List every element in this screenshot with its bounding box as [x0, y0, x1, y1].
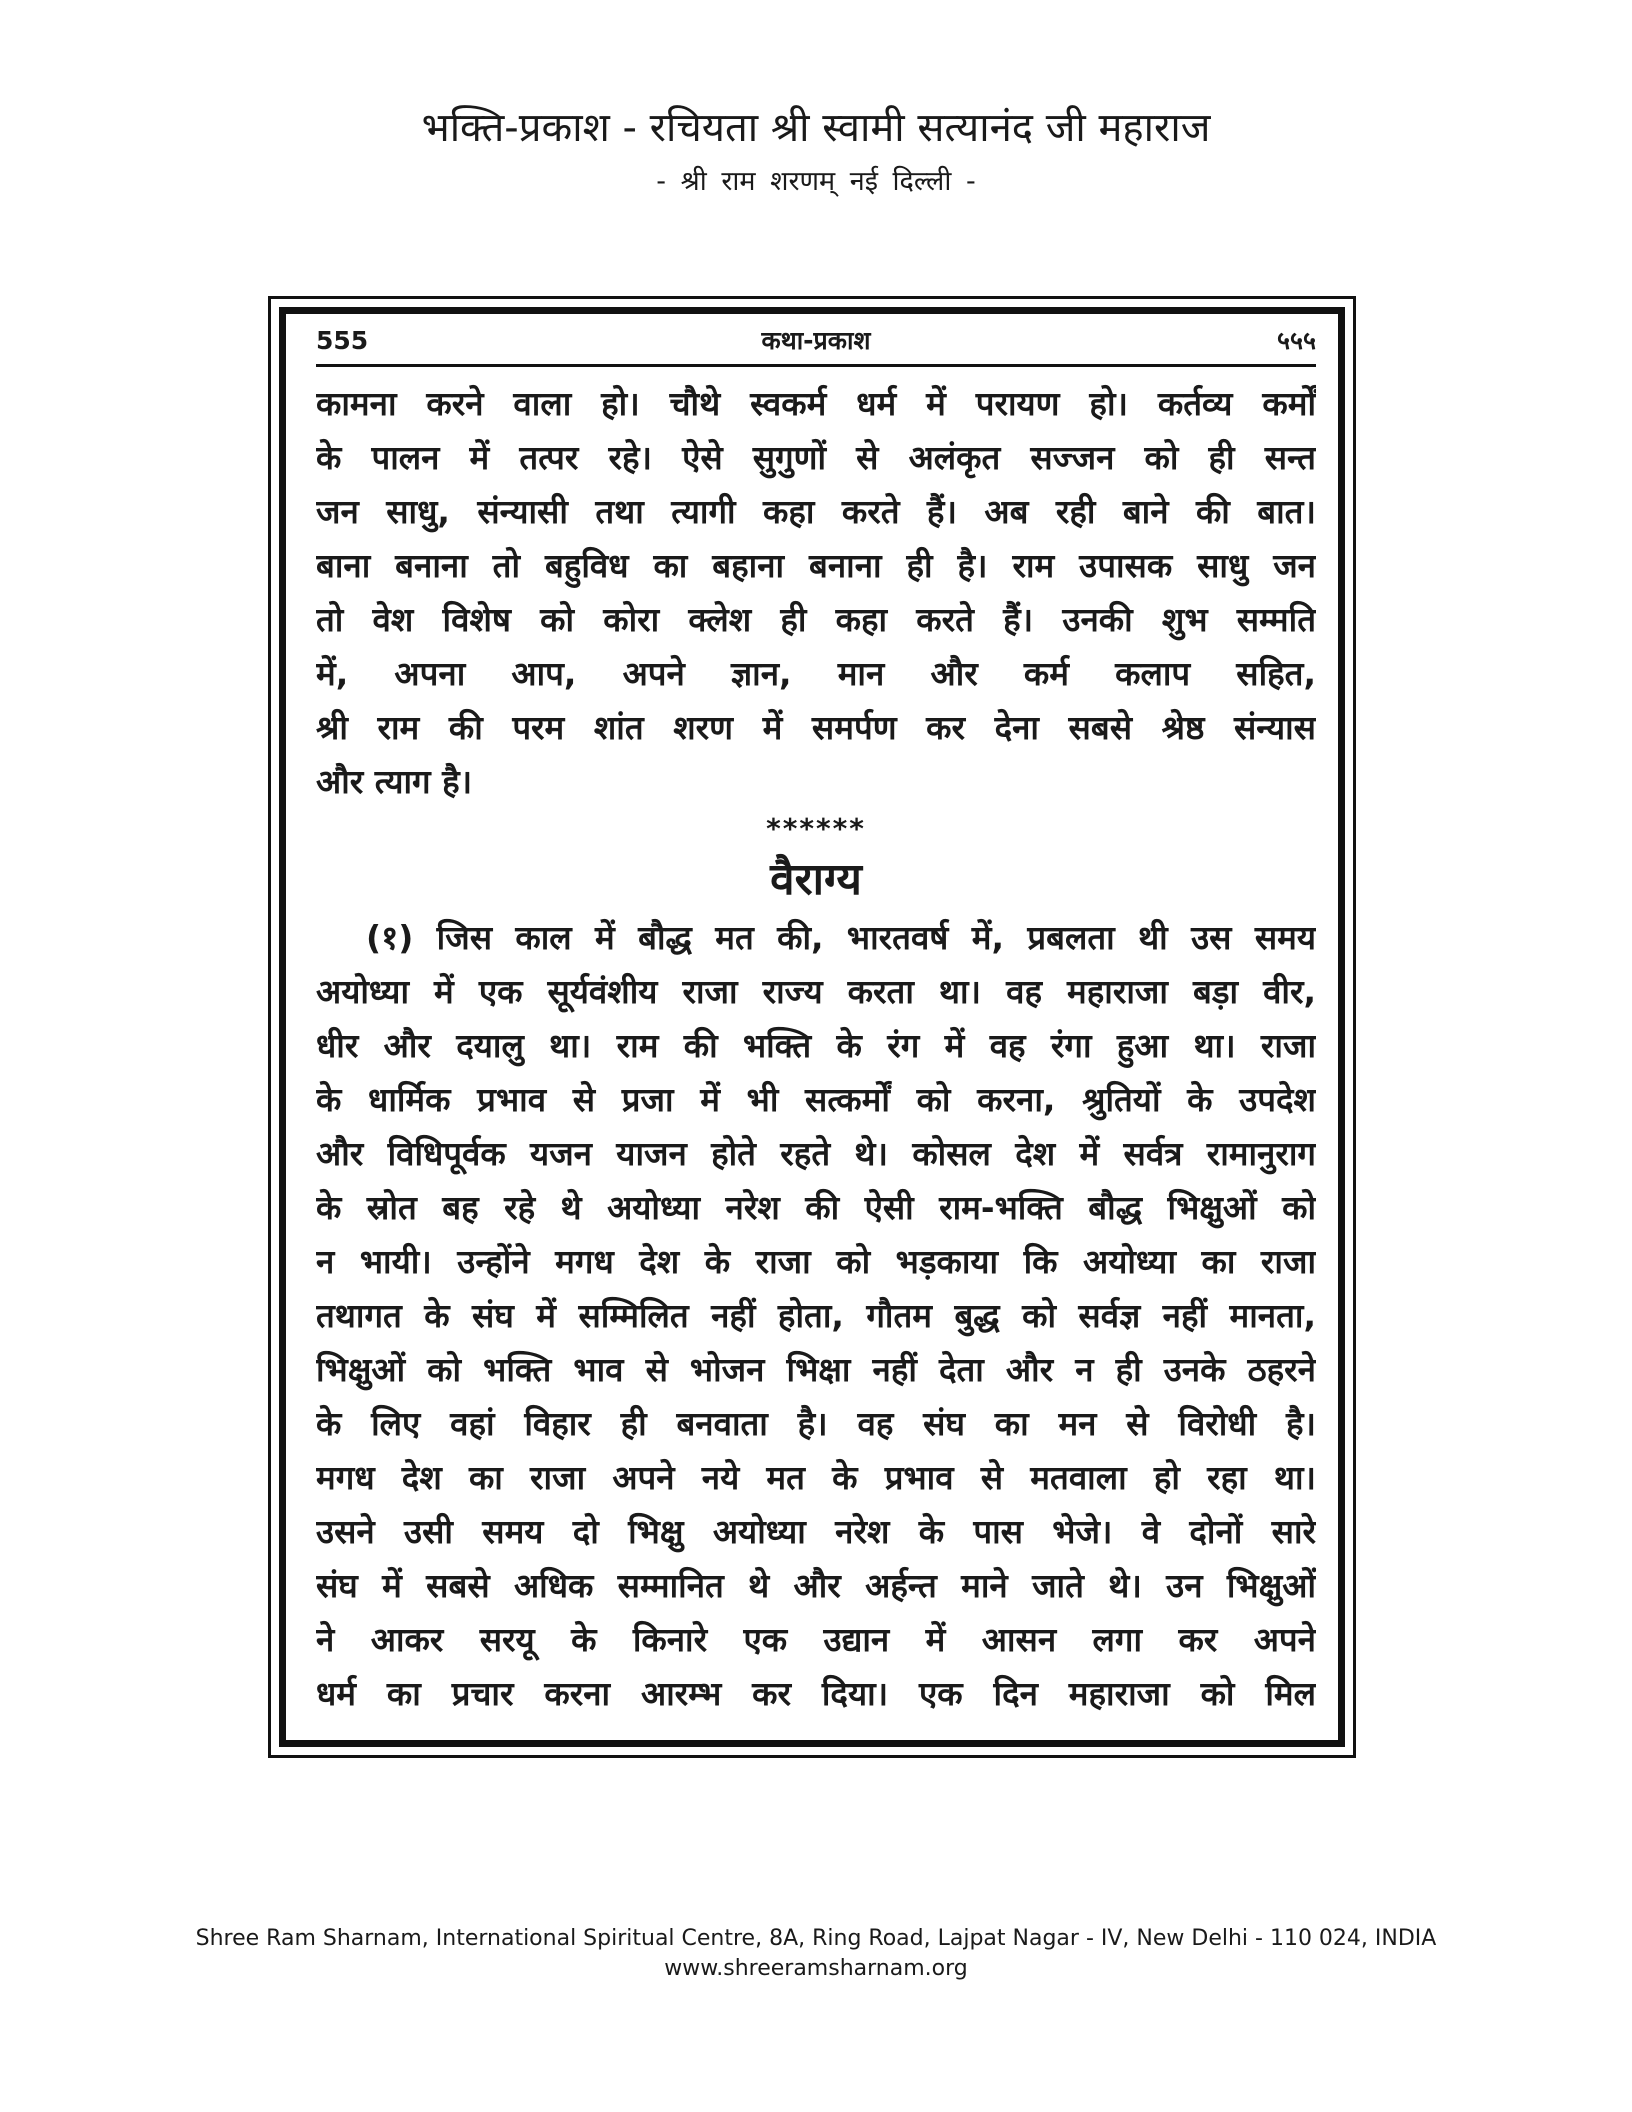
- text-line: धर्म का प्रचार करना आरम्भ कर दिया। एक दिन महाराजा को मिल: [316, 1674, 1316, 1713]
- text-line: में, अपना आप, अपने ज्ञान, मान और कर्म कलाप सहित,: [316, 654, 1316, 693]
- text-line: अयोध्या में एक सूर्यवंशीय राजा राज्य करता था। वह महाराजा बड़ा वीर,: [316, 972, 1316, 1011]
- page-number-left: 555: [316, 326, 369, 355]
- text-line: के लिए वहां विहार ही बनवाता है। वह संघ का मन से विरोधी है।: [316, 1404, 1316, 1443]
- text-line: तथागत के संघ में सम्मिलित नहीं होता, गौतम बुद्ध को सर्वज्ञ नहीं मानता,: [316, 1296, 1316, 1335]
- text-line: बाना बनाना तो बहुविध का बहाना बनाना ही है। राम उपासक साधु जन: [316, 546, 1316, 585]
- text-line: और विधिपूर्वक यजन याजन होते रहते थे। कोसल देश में सर्वत्र रामानुराग: [316, 1134, 1316, 1173]
- page-content: [316, 318, 1316, 1721]
- text-line: ने आकर सरयू के किनारे एक उद्यान में आसन लगा कर अपने: [316, 1620, 1316, 1659]
- text-line: जन साधु, संन्यासी तथा त्यागी कहा करते हैं। अब रही बाने की बात।: [316, 492, 1316, 531]
- paragraph-2: [316, 911, 1316, 1721]
- page-number-right: ५५५: [1276, 326, 1316, 355]
- text-line: तो वेश विशेष को कोरा क्लेश ही कहा करते हैं। उनकी शुभ सम्मति: [316, 600, 1316, 639]
- paragraph-1: [316, 377, 1316, 809]
- section-heading: वैराग्य: [770, 854, 862, 905]
- page-header: [0, 100, 1632, 204]
- running-head-title: कथा-प्रकाश: [761, 326, 871, 355]
- text-line: और त्याग है।: [316, 762, 473, 801]
- header-subtitle: - श्री राम शरणम् नई दिल्ली -: [656, 166, 976, 197]
- text-line: के पालन में तत्पर रहे। ऐसे सुगुणों से अलंकृत सज्जन को ही सन्त: [316, 438, 1316, 477]
- body-text: [316, 377, 1316, 1721]
- text-line: संघ में सबसे अधिक सम्मानित थे और अर्हन्त माने जाते थे। उन भिक्षुओं: [316, 1566, 1316, 1605]
- text-line: के स्रोत बह रहे थे अयोध्या नरेश की ऐसी राम-भक्ति बौद्ध भिक्षुओं को: [316, 1188, 1316, 1227]
- text-line: कामना करने वाला हो। चौथे स्वकर्म धर्म में परायण हो। कर्तव्य कर्मों: [316, 384, 1316, 423]
- footer-address: Shree Ram Sharnam, International Spiritual Centre, 8A, Ring Road, Lajpat Nagar - IV, New Delhi - 110 024, INDIA: [195, 1926, 1437, 1951]
- header-title: भक्ति-प्रकाश - रचियता श्री स्वामी सत्यानंद जी महाराज: [421, 105, 1211, 151]
- text-line: उसने उसी समय दो भिक्षु अयोध्या नरेश के पास भेजे। वे दोनों सारे: [316, 1512, 1316, 1551]
- text-line: धीर और दयालु था। राम की भक्ति के रंग में वह रंगा हुआ था। राजा: [316, 1026, 1316, 1065]
- text-line: भिक्षुओं को भक्ति भाव से भोजन भिक्षा नहीं देता और न ही उनके ठहरने: [316, 1350, 1316, 1389]
- text-line: न भायी। उन्होंने मगध देश के राजा को भड़काया कि अयोध्या का राजा: [316, 1242, 1316, 1281]
- footer-website[interactable]: www.shreeramsharnam.org: [664, 1956, 968, 1981]
- page-footer: [0, 1924, 1632, 1984]
- text-line: श्री राम की परम शांत शरण में समर्पण कर देना सबसे श्रेष्ठ संन्यास: [316, 708, 1316, 747]
- text-line: के धार्मिक प्रभाव से प्रजा में भी सत्कर्मों को करना, श्रुतियों के उपदेश: [316, 1080, 1316, 1119]
- text-line: (१) जिस काल में बौद्ध मत की, भारतवर्ष में, प्रबलता थी उस समय: [366, 918, 1316, 957]
- text-line: मगध देश का राजा अपने नये मत के प्रभाव से मतवाला हो रहा था।: [316, 1458, 1316, 1497]
- running-head: [316, 318, 1316, 367]
- section-separator: ******: [766, 812, 866, 845]
